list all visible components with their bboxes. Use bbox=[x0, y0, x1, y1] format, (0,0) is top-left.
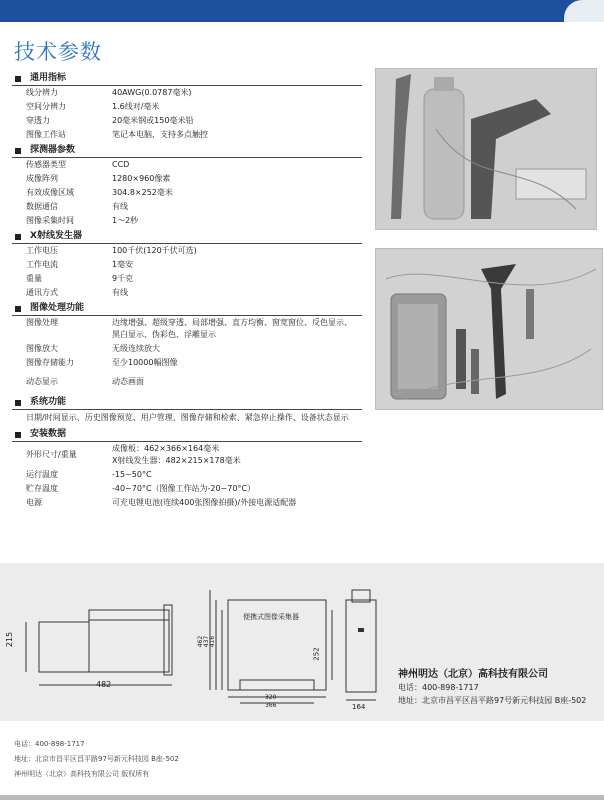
spec-row bbox=[12, 186, 362, 200]
spec-row bbox=[12, 370, 362, 394]
section-heading: 安装数据 bbox=[12, 428, 362, 442]
spec-key: 图像采集时间 bbox=[26, 216, 74, 225]
side-width-label: 482 bbox=[96, 680, 112, 689]
spec-value: 1～2秒 bbox=[112, 216, 139, 225]
spec-value: 9千克 bbox=[112, 274, 134, 283]
spec-key: 电源 bbox=[26, 498, 42, 507]
spec-key: 贮存温度 bbox=[26, 484, 58, 493]
spec-key: 通讯方式 bbox=[26, 288, 58, 297]
spec-key: 外形尺寸/重量 bbox=[26, 450, 77, 459]
spec-key: 空间分辨力 bbox=[26, 102, 66, 111]
spec-row bbox=[12, 128, 362, 142]
spec-value: 可充电锂电池(连续400张图像拍摄)/外接电源适配器 bbox=[112, 498, 297, 507]
spec-row bbox=[12, 172, 362, 186]
end-width-label: 164 bbox=[352, 703, 366, 711]
spec-key: 图像工作站 bbox=[26, 130, 66, 139]
footer-copyright: 神州明达（北京）高科技有限公司 版权所有 bbox=[14, 770, 150, 778]
spec-value: 1毫安 bbox=[112, 260, 134, 269]
spec-row bbox=[12, 468, 362, 482]
spec-value: 1.6线对/毫米 bbox=[112, 102, 160, 111]
spec-value: 1280×960像素 bbox=[112, 174, 171, 183]
spec-value: 40AWG(0.0787毫米) bbox=[112, 88, 192, 97]
spec-key: 运行温度 bbox=[26, 470, 58, 479]
spec-row bbox=[12, 86, 362, 100]
spec-row bbox=[12, 258, 362, 272]
spec-key: 工作电压 bbox=[26, 246, 58, 255]
spec-value: 有线 bbox=[112, 202, 128, 211]
xray-image-2-graphic bbox=[376, 249, 602, 409]
spec-key: 图像存储能力 bbox=[26, 358, 74, 367]
footer-phone: 电话：400-898-1717 bbox=[14, 740, 85, 748]
spec-row bbox=[12, 342, 362, 356]
banner-tab bbox=[564, 0, 604, 22]
spec-row bbox=[12, 316, 362, 342]
front-width-2: 366 bbox=[265, 702, 277, 709]
company-name: 神州明达（北京）高科技有限公司 bbox=[398, 669, 548, 680]
spec-row bbox=[12, 356, 362, 370]
spec-value: 边缘增强、超级穿透、局部增强、直方均衡、窗宽窗位、反色显示、黑白显示、伪彩色、浮雕显示 bbox=[112, 318, 352, 339]
spec-key: 动态显示 bbox=[26, 377, 58, 386]
spec-key: 工作电流 bbox=[26, 260, 58, 269]
company-address: 地址：北京市昌平区昌平路97号新元科技园 B座-502 bbox=[398, 696, 587, 705]
system-functions-text: 日期/时间显示、历史图像预览、用户管理、图像存储和检索、紧急停止操作、设备状态显示 bbox=[26, 413, 349, 422]
front-height-1: 462 bbox=[197, 635, 205, 648]
spec-key: 重量 bbox=[26, 274, 42, 283]
spec-key: 传感器类型 bbox=[26, 160, 66, 169]
spec-value: 动态画面 bbox=[112, 377, 144, 386]
spec-value: 至少10000幅图像 bbox=[112, 358, 178, 367]
spec-key: 图像放大 bbox=[26, 344, 58, 353]
spec-value: 20毫米钢或150毫米铅 bbox=[112, 116, 194, 125]
spec-key: 线分辨力 bbox=[26, 88, 58, 97]
footer bbox=[14, 737, 179, 782]
section-heading: X射线发生器 bbox=[12, 230, 362, 244]
spec-value bbox=[112, 443, 362, 467]
front-height-2: 437 bbox=[203, 635, 211, 648]
spec-value: 无级连续放大 bbox=[112, 344, 160, 353]
spec-key: 数据通信 bbox=[26, 202, 58, 211]
dimension-line: X射线发生器：482×215×178毫米 bbox=[112, 456, 241, 465]
front-panel-label: 便携式图像采集器 bbox=[243, 613, 299, 621]
spec-row bbox=[12, 482, 362, 496]
spec-key: 成像阵列 bbox=[26, 174, 58, 183]
section-heading: 通用指标 bbox=[12, 72, 362, 86]
company-phone: 电话：400-898-1717 bbox=[398, 683, 479, 692]
spec-table bbox=[12, 70, 362, 510]
spec-value: CCD bbox=[112, 160, 130, 169]
section-heading: 图像处理功能 bbox=[12, 302, 362, 316]
xray-image-1-graphic bbox=[376, 69, 596, 229]
spec-row bbox=[12, 158, 362, 172]
spec-value: -15~50°C bbox=[112, 470, 152, 479]
spec-key: 穿透力 bbox=[26, 116, 50, 125]
company-info bbox=[398, 668, 586, 707]
spec-value: 100千伏(120千伏可选) bbox=[112, 246, 197, 255]
side-height-label: 215 bbox=[5, 631, 15, 648]
front-height-3: 416 bbox=[209, 635, 217, 648]
spec-row bbox=[12, 286, 362, 300]
spec-value: 笔记本电脑，支持多点触控 bbox=[112, 130, 208, 139]
spec-row bbox=[12, 496, 362, 510]
top-banner bbox=[0, 0, 604, 22]
section-heading: 探测器参数 bbox=[12, 144, 362, 158]
front-height-side: 252 bbox=[312, 647, 321, 661]
spec-row bbox=[12, 214, 362, 228]
spec-row bbox=[12, 114, 362, 128]
bottom-bar bbox=[0, 795, 604, 800]
spec-row bbox=[12, 200, 362, 214]
dimension-line: 成像板：462×366×164毫米 bbox=[112, 444, 220, 453]
spec-row bbox=[12, 442, 362, 468]
xray-image-phone-wrench-keys bbox=[375, 248, 603, 410]
spec-value: -40~70°C（图像工作站为-20~70°C） bbox=[112, 484, 256, 493]
spec-key: 有效成像区域 bbox=[26, 188, 74, 197]
spec-value: 304.8×252毫米 bbox=[112, 188, 173, 197]
spec-row bbox=[12, 272, 362, 286]
xray-image-knife-bottle-gun bbox=[375, 68, 597, 230]
spec-key: 图像处理 bbox=[26, 318, 58, 327]
spec-row bbox=[12, 100, 362, 114]
spec-value: 有线 bbox=[112, 288, 128, 297]
front-width-1: 320 bbox=[265, 694, 277, 701]
footer-address: 地址：北京市昌平区昌平路97号新元科技园 B座-502 bbox=[14, 755, 179, 763]
end-view-drawing bbox=[340, 588, 380, 713]
page-title: 技术参数 bbox=[14, 40, 102, 64]
section-heading: 系统功能 bbox=[12, 396, 362, 410]
spec-row bbox=[12, 244, 362, 258]
